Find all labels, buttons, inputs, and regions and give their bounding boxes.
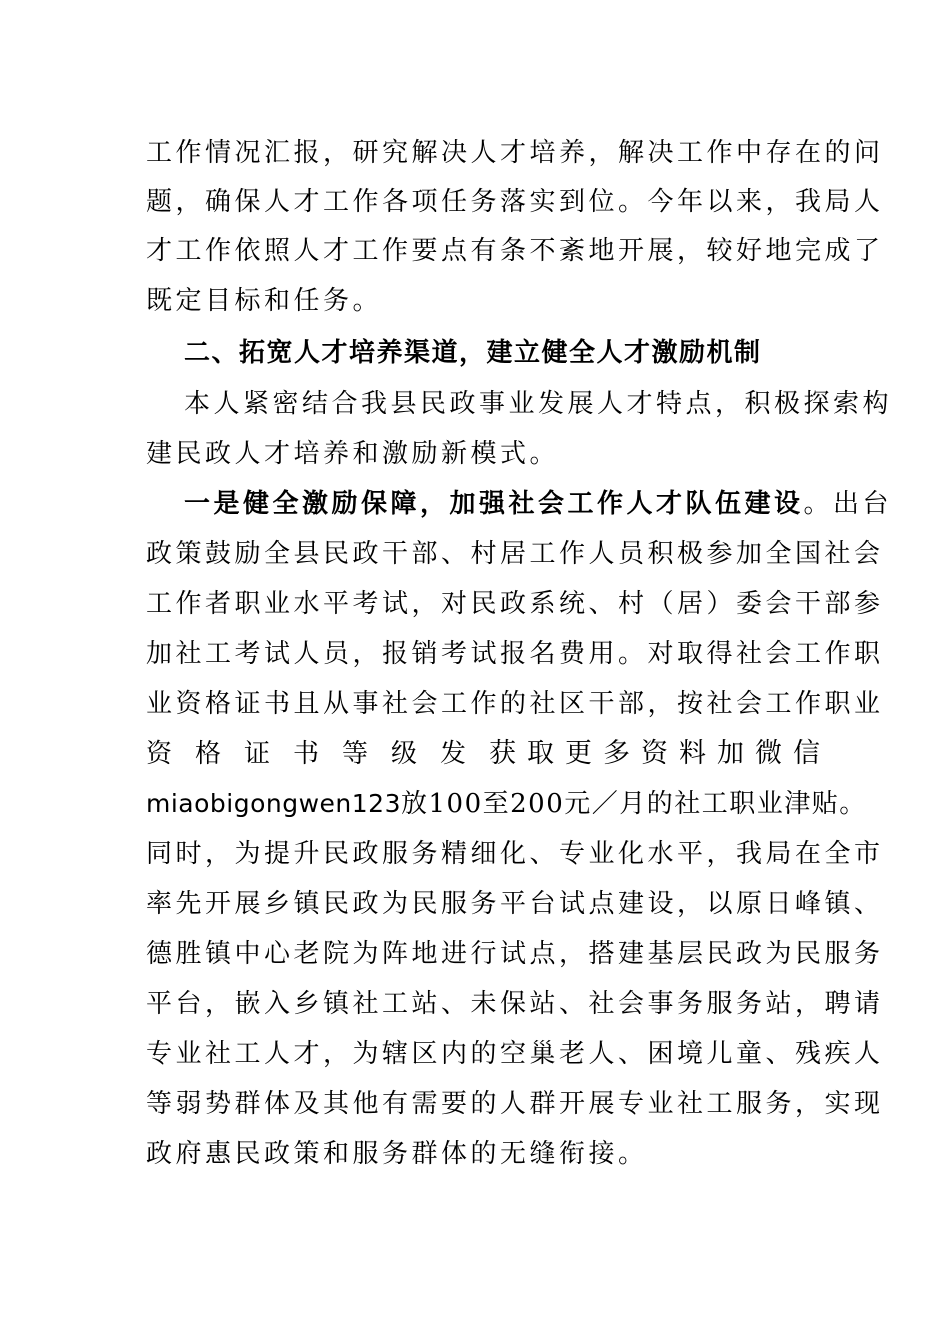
- paragraph-line: 平台，嵌入乡镇社工站、未保站、社会事务服务站，聘请: [146, 989, 884, 1019]
- inline-text: 。出台: [803, 489, 893, 519]
- inline-text: 资格证书等级发: [146, 739, 490, 769]
- section-heading: 二、拓宽人才培养渠道，建立健全人才激励机制: [184, 338, 762, 368]
- paragraph-line: [146, 729, 832, 779]
- paragraph-line: 才工作依照人才工作要点有条不紊地开展，较好地完成了: [146, 236, 884, 266]
- paragraph-line: 专业社工人才，为辖区内的空巢老人、困境儿童、残疾人: [146, 1039, 884, 1069]
- paragraph-line: 德胜镇中心老院为阵地进行试点，搭建基层民政为民服务: [146, 939, 884, 969]
- paragraph-line: 业资格证书且从事社会工作的社区干部，按社会工作职业: [146, 689, 884, 719]
- paragraph-line: 建民政人才培养和激励新模式。: [146, 439, 560, 469]
- paragraph-line: 等弱势群体及其他有需要的人群开展专业社工服务，实现: [146, 1089, 884, 1119]
- paragraph-line: 加社工考试人员，报销考试报名费用。对取得社会工作职: [146, 639, 884, 669]
- paragraph-line: [184, 479, 893, 529]
- subheading-bold: 一是健全激励保障，加强社会工作人才队伍建设: [184, 489, 804, 519]
- paragraph-line: [146, 779, 867, 829]
- paragraph-line: 率先开展乡镇民政为民服务平台试点建设，以原日峰镇、: [146, 889, 884, 919]
- paragraph-line: 工作情况汇报，研究解决人才培养，解决工作中存在的问: [146, 138, 884, 168]
- watermark-id: miaobigongwen123: [146, 789, 401, 818]
- paragraph-line: 同时，为提升民政服务精细化、专业化水平，我局在全市: [146, 839, 884, 869]
- paragraph-line: 既定目标和任务。: [146, 286, 383, 316]
- watermark-text: 获取更多资料加微信: [489, 738, 832, 769]
- paragraph-line: 本人紧密结合我县民政事业发展人才特点，积极探索构: [184, 389, 893, 419]
- paragraph-line: 政府惠民政策和服务群体的无缝衔接。: [146, 1139, 648, 1169]
- paragraph-line: 题，确保人才工作各项任务落实到位。今年以来，我局人: [146, 187, 884, 217]
- inline-text: 放100至200元／月的社工职业津贴。: [401, 789, 867, 819]
- paragraph-line: 政策鼓励全县民政干部、村居工作人员积极参加全国社会: [146, 539, 884, 569]
- paragraph-line: 工作者职业水平考试，对民政系统、村（居）委会干部参: [146, 589, 884, 619]
